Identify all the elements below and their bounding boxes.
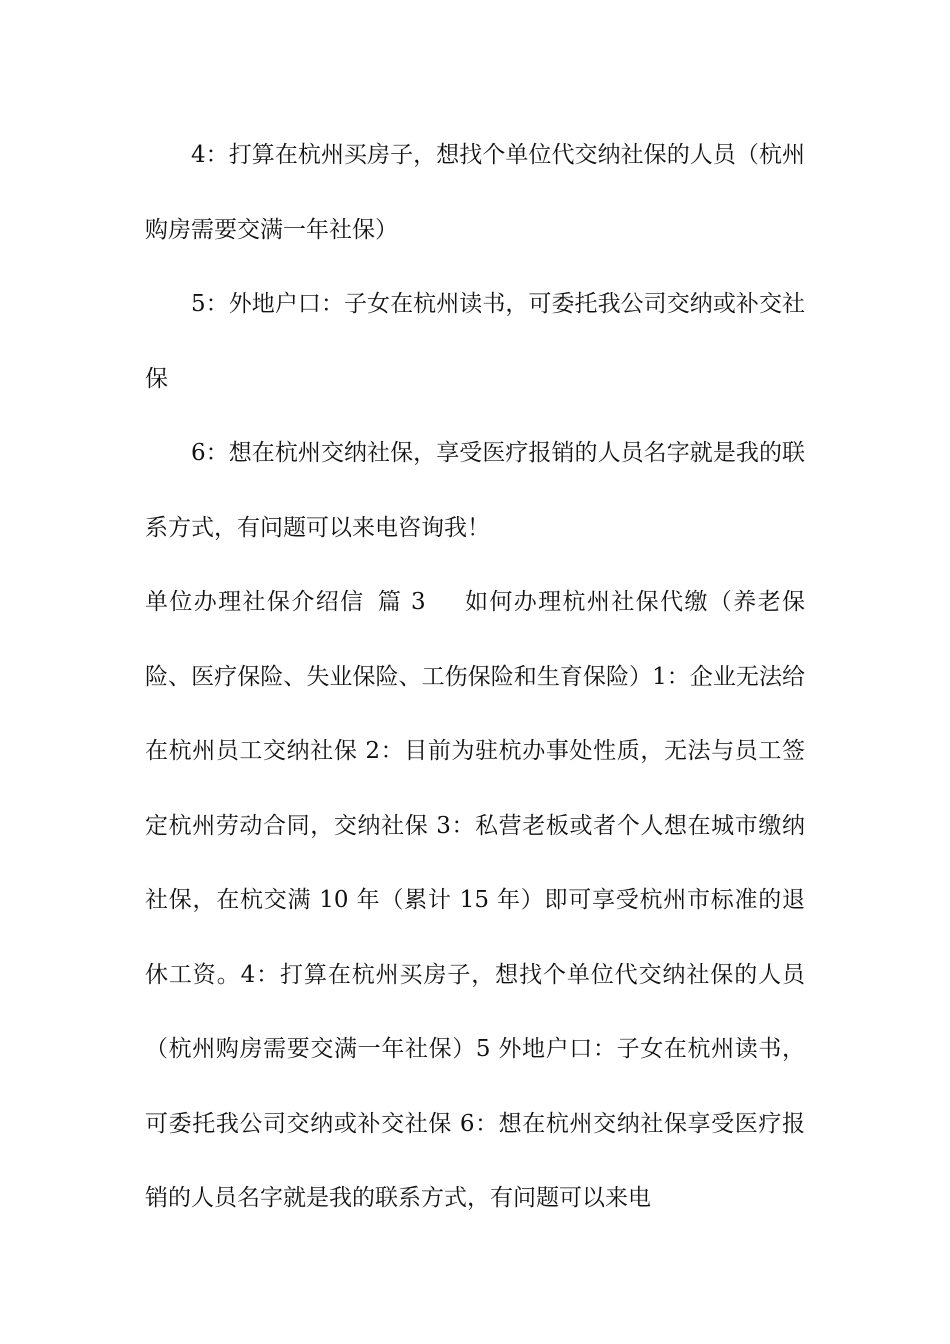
section-3-paragraph — [145, 565, 805, 1236]
document-body — [145, 118, 805, 1236]
section-3-body: 如何办理杭州社保代缴（养老保险、医疗保险、失业保险、工伤保险和生育保险）1：企业无法给在杭州员工交纳社保 2：目前为驻杭办事处性质，无法与员工签定杭州劳动合同，交纳社保 3：私营老板或者个人想在城市缴纳社保，在杭交满 10 年（累计 15 年）即可享受杭州市标准的退休工资。4：打算在杭州买房子，想找个单位代交纳社保的人员（杭州购房需要交满一年社保）5 外地户口：子女在杭州读书，可委托我公司交纳或补交社保 6：想在杭州交纳社保享受医疗报销的人员名字就是我的联系方式，有问题可以来电 — [145, 589, 806, 1211]
paragraph-item-4: 4：打算在杭州买房子，想找个单位代交纳社保的人员（杭州购房需要交满一年社保） — [145, 142, 805, 243]
section-3-label: 篇 3 — [376, 589, 426, 615]
section-3-title: 单位办理社保介绍信 — [145, 589, 365, 615]
paragraph-item-5: 5：外地户口：子女在杭州读书，可委托我公司交纳或补交社保 — [145, 291, 805, 392]
paragraph-item-6: 6：想在杭州交纳社保，享受医疗报销的人员名字就是我的联系方式，有问题可以来电咨询我！ — [145, 440, 805, 541]
